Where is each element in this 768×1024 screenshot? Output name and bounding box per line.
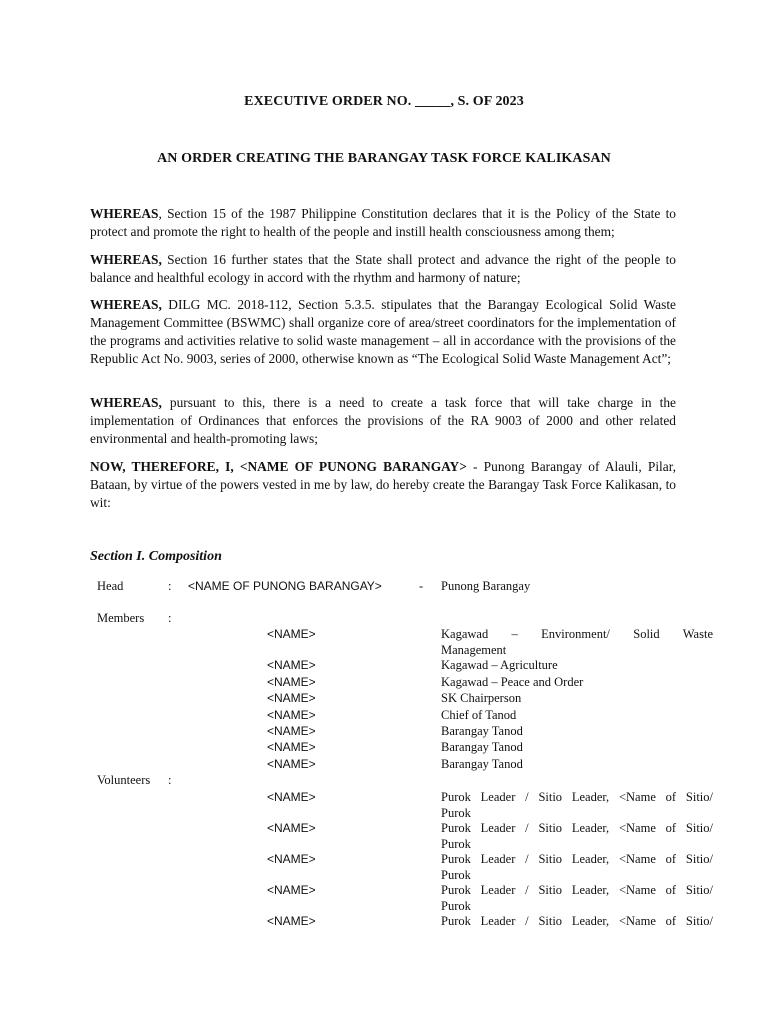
member-role-line: Chief of Tanod <box>441 708 517 722</box>
member-role <box>441 690 713 706</box>
volunteer-role <box>441 913 713 929</box>
volunteer-name: <NAME> <box>267 914 316 928</box>
volunteer-role-line: Purok Leader / Sitio Leader, <Name of Sitio/ <box>441 914 713 928</box>
member-role <box>441 657 713 673</box>
member-role-line: Management <box>441 643 507 657</box>
volunteer-role <box>441 789 713 821</box>
volunteer-role-line: Purok Leader / Sitio Leader, <Name of Sitio/ <box>441 821 713 835</box>
head-dash: - <box>419 579 424 593</box>
whereas-paragraph-2 <box>90 251 676 287</box>
member-name: <NAME> <box>267 691 316 705</box>
volunteer-name: <NAME> <box>267 852 316 866</box>
members-colon: : <box>168 611 172 625</box>
volunteers-colon: : <box>168 773 172 787</box>
member-role <box>441 707 713 723</box>
volunteer-name: <NAME> <box>267 821 316 835</box>
whereas-lead: WHEREAS <box>90 206 159 221</box>
whereas-lead: WHEREAS, <box>90 395 162 410</box>
member-role-line: Barangay Tanod <box>441 724 523 738</box>
member-role-line: Kagawad – Peace and Order <box>441 675 584 689</box>
member-role-line: Barangay Tanod <box>441 757 523 771</box>
member-role-line: Kagawad – Environment/ Solid Waste <box>441 627 713 641</box>
volunteer-role-line: Purok Leader / Sitio Leader, <Name of Sitio/ <box>441 790 713 804</box>
head-role: Punong Barangay <box>441 579 531 593</box>
whereas-lead: WHEREAS, <box>90 252 162 267</box>
members-label: Members <box>97 611 145 625</box>
now-therefore-lead: NOW, THEREFORE, I, <NAME OF PUNONG BARANGAY> <box>90 459 467 474</box>
member-role <box>441 674 713 690</box>
whereas-paragraph-1 <box>90 205 676 241</box>
member-name: <NAME> <box>267 724 316 738</box>
member-name: <NAME> <box>267 757 316 771</box>
volunteer-role <box>441 820 713 852</box>
head-colon: : <box>168 579 172 593</box>
whereas-paragraph-4 <box>90 394 676 448</box>
volunteer-name: <NAME> <box>267 790 316 804</box>
member-name: <NAME> <box>267 675 316 689</box>
volunteer-role-line: Purok Leader / Sitio Leader, <Name of Sitio/ <box>441 883 713 897</box>
whereas-lead: WHEREAS, <box>90 297 162 312</box>
whereas-text: Section 16 further states that the State shall protect and advance the right of the people to balance and healthful ecology in accord with the rhythm and harmony of nature; <box>90 252 676 285</box>
member-role-line: Barangay Tanod <box>441 740 523 754</box>
whereas-text: DILG MC. 2018-112, Section 5.3.5. stipulates that the Barangay Ecological Solid Waste Management Committee (BSWMC) shall organize core of area/street coordinators for the implementation of the programs and activities relative to solid waste management – all in accordance with the provisions of the Republic Act No. 9003, series of 2000, otherwise known as “The Ecological Solid Waste Management Act”; <box>90 297 676 366</box>
volunteer-role-line: Purok <box>441 868 471 882</box>
member-role <box>441 739 713 755</box>
member-role <box>441 626 713 658</box>
whereas-text: pursuant to this, there is a need to create a task force that will take charge in the implementation of Ordinances that enforces the provisions of the RA 9003 of 2000 and other related environmental and health-promoting laws; <box>90 395 676 446</box>
volunteer-role-line: Purok <box>441 837 471 851</box>
section-heading: Section I. Composition <box>90 549 222 564</box>
whereas-text: , Section 15 of the 1987 Philippine Constitution declares that it is the Policy of the State to protect and promote the right to health of the people and instill health consciousness among them; <box>90 206 676 239</box>
head-name: <NAME OF PUNONG BARANGAY> <box>188 579 382 593</box>
document-subtitle: AN ORDER CREATING THE BARANGAY TASK FORCE KALIKASAN <box>157 151 611 166</box>
head-label: Head <box>97 579 124 593</box>
member-role <box>441 723 713 739</box>
member-role-line: SK Chairperson <box>441 691 522 705</box>
member-name: <NAME> <box>267 740 316 754</box>
volunteer-role <box>441 882 713 914</box>
member-name: <NAME> <box>267 627 316 641</box>
volunteers-label: Volunteers <box>97 773 151 787</box>
now-therefore-paragraph <box>90 458 676 512</box>
member-role <box>441 756 713 772</box>
volunteer-role-line: Purok <box>441 899 471 913</box>
member-role-line: Kagawad – Agriculture <box>441 658 558 672</box>
volunteer-role-line: Purok Leader / Sitio Leader, <Name of Sitio/ <box>441 852 713 866</box>
volunteer-role-line: Purok <box>441 806 471 820</box>
volunteer-name: <NAME> <box>267 883 316 897</box>
document-title: EXECUTIVE ORDER NO. _____, S. OF 2023 <box>244 94 524 109</box>
member-name: <NAME> <box>267 658 316 672</box>
whereas-paragraph-3 <box>90 296 676 368</box>
volunteer-role <box>441 851 713 883</box>
now-therefore-text: - Punong Barangay of Alauli, Pilar, Bataan, by virtue of the powers vested in me by law, do hereby create the Barangay Task Force Kalikasan, to wit: <box>90 459 676 510</box>
member-name: <NAME> <box>267 708 316 722</box>
